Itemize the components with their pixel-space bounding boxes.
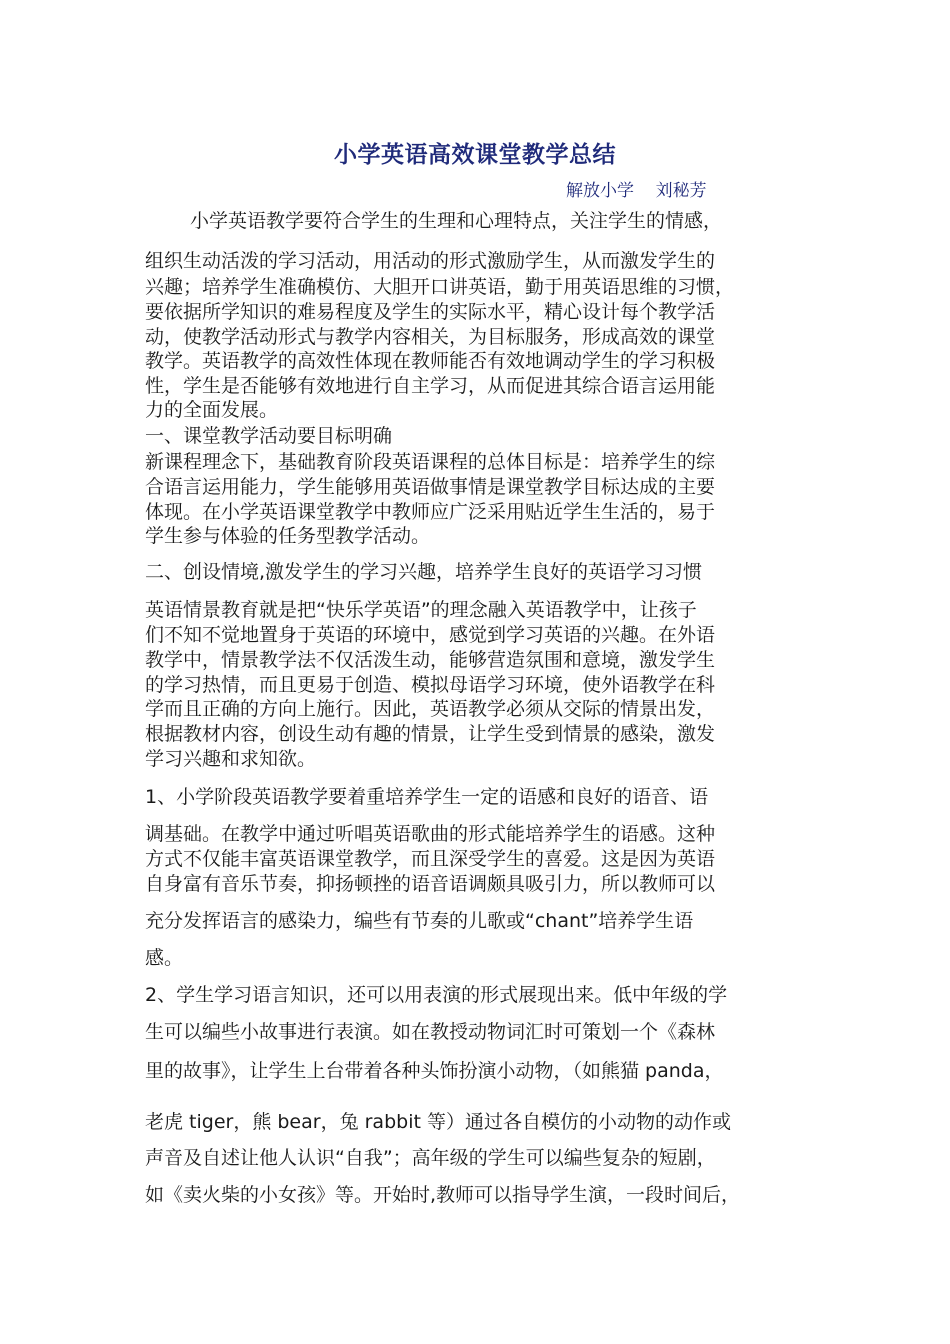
text-line: 组织生动活泼的学习活动，用活动的形式激励学生，从而激发学生的 [145,250,716,272]
text-line: 们不知不觉地置身于英语的环境中，感觉到学习英语的兴趣。在外语 [145,624,716,646]
text-line: 学习兴趣和求知欲。 [145,748,317,770]
text-line: 性，学生是否能够有效地进行自主学习，从而促进其综合语言运用能 [145,375,716,397]
text-line: 调基础。在教学中通过听唱英语歌曲的形式能培养学生的语感。这种 [145,823,716,845]
document-title: 小学英语高效课堂教学总结 [334,142,616,168]
text-line: 英语情景教育就是把“快乐学英语”的理念融入英语教学中，让孩子 [145,599,697,621]
text-line: 小学英语教学要符合学生的生理和心理特点，关注学生的情感， [190,210,723,232]
text-line: 根据教材内容，创设生动有趣的情景，让学生受到情景的感染，激发 [145,723,716,745]
text-line: 力的全面发展。 [145,399,279,421]
author-byline: 解放小学 刘秘芳 [566,181,707,201]
text-line: 2、学生学习语言知识，还可以用表演的形式展现出来。低中年级的学 [145,984,728,1006]
text-line: 1、小学阶段英语教学要着重培养学生一定的语感和良好的语音、语 [145,786,709,808]
text-line: 学生参与体验的任务型教学活动。 [145,525,431,547]
text-line: 教学。英语教学的高效性体现在教师能否有效地调动学生的学习积极 [145,350,716,372]
text-line: 二、创设情境,激发学生的学习兴趣，培养学生良好的英语学习习惯 [145,561,703,583]
text-line: 学而且正确的方向上施行。因此，英语教学必须从交际的情景出发， [145,698,716,720]
text-line: 感。 [145,947,184,969]
text-line: 自身富有音乐节奏，抑扬顿挫的语音语调颇具吸引力，所以教师可以 [145,873,716,895]
text-line: 教学中，情景教学法不仅活泼生动，能够营造氛围和意境，激发学生 [145,649,716,671]
text-line: 动，使教学活动形式与教学内容相关，为目标服务，形成高效的课堂 [145,326,716,348]
text-line: 方式不仅能丰富英语课堂教学，而且深受学生的喜爱。这是因为英语 [145,848,716,870]
text-line: 老虎 tiger，熊 bear，兔 rabbit 等）通过各自模仿的小动物的动作或 [145,1111,731,1133]
text-line: 如《卖火柴的小女孩》等。开始时,教师可以指导学生演，一段时间后， [145,1184,741,1206]
text-line: 一、课堂教学活动要目标明确 [145,425,393,447]
text-line: 新课程理念下，基础教育阶段英语课程的总体目标是：培养学生的综 [145,451,716,473]
text-line: 合语言运用能力，学生能够用英语做事情是课堂教学目标达成的主要 [145,476,716,498]
text-line: 里的故事》，让学生上台带着各种头饰扮演小动物，（如熊猫 panda， [145,1060,724,1082]
text-line: 生可以编些小故事进行表演。如在教授动物词汇时可策划一个《森林 [145,1021,716,1043]
text-line: 充分发挥语言的感染力，编些有节奏的儿歌或“chant”培养学生语 [145,910,694,932]
text-line: 兴趣；培养学生准确模仿、大胆开口讲英语，勤于用英语思维的习惯， [145,276,735,298]
text-line: 声音及自述让他人认识“自我”；高年级的学生可以编些复杂的短剧， [145,1147,716,1169]
text-line: 要依据所学知识的难易程度及学生的实际水平，精心设计每个教学活 [145,301,716,323]
text-line: 体现。在小学英语课堂教学中教师应广泛采用贴近学生生活的，易于 [145,501,716,523]
text-line: 的学习热情，而且更易于创造、模拟母语学习环境，使外语教学在科 [145,674,716,696]
